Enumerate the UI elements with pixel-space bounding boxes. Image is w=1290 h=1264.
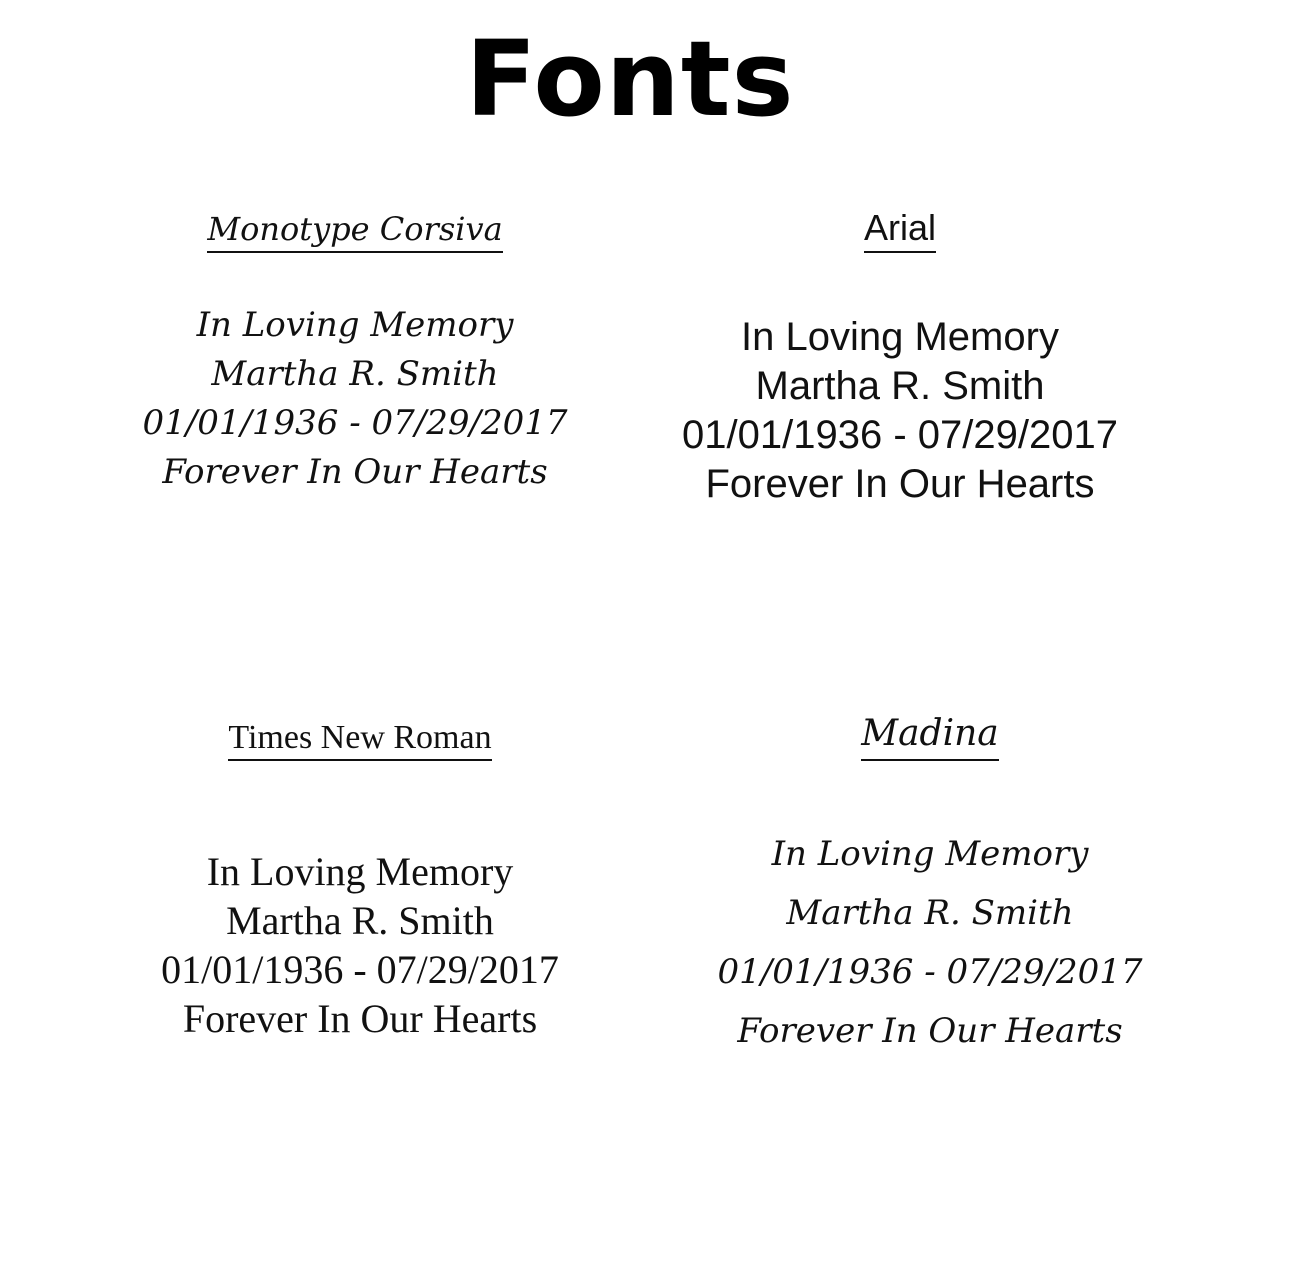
sample-line: In Loving Memory <box>206 849 514 894</box>
font-sample-heading: Madina <box>861 710 999 761</box>
font-sample-heading: Times New Roman <box>228 718 491 761</box>
font-sample-heading: Monotype Corsiva <box>207 208 502 253</box>
sample-line: 01/01/1936 - 07/29/2017 <box>161 947 559 992</box>
font-sample-times-new-roman <box>60 718 660 1043</box>
sample-line: Martha R. Smith <box>211 354 499 394</box>
font-sample-madina <box>640 710 1220 1061</box>
sample-line: In Loving Memory <box>771 834 1089 874</box>
font-sample-monotype-corsiva <box>60 208 650 497</box>
sample-line: In Loving Memory <box>196 305 514 345</box>
font-sample-text <box>60 301 650 497</box>
font-sample-arial <box>620 206 1180 509</box>
sample-line: 01/01/1936 - 07/29/2017 <box>682 413 1118 457</box>
sample-line: Martha R. Smith <box>786 893 1074 933</box>
font-sample-text <box>640 825 1220 1061</box>
sample-line: Forever In Our Hearts <box>182 996 538 1041</box>
font-sample-heading: Arial <box>864 206 936 253</box>
sample-line: Forever In Our Hearts <box>162 452 548 492</box>
sample-line: 01/01/1936 - 07/29/2017 <box>142 403 568 443</box>
sample-line: 01/01/1936 - 07/29/2017 <box>717 952 1143 992</box>
sample-line: In Loving Memory <box>741 315 1059 359</box>
sample-line: Forever In Our Hearts <box>737 1011 1123 1051</box>
sample-line: Martha R. Smith <box>226 898 494 943</box>
sample-line: Forever In Our Hearts <box>705 462 1095 506</box>
page-title: Fonts <box>465 18 795 140</box>
font-sample-text <box>620 313 1180 509</box>
sample-line: Martha R. Smith <box>755 364 1045 408</box>
font-sample-text <box>60 847 660 1043</box>
